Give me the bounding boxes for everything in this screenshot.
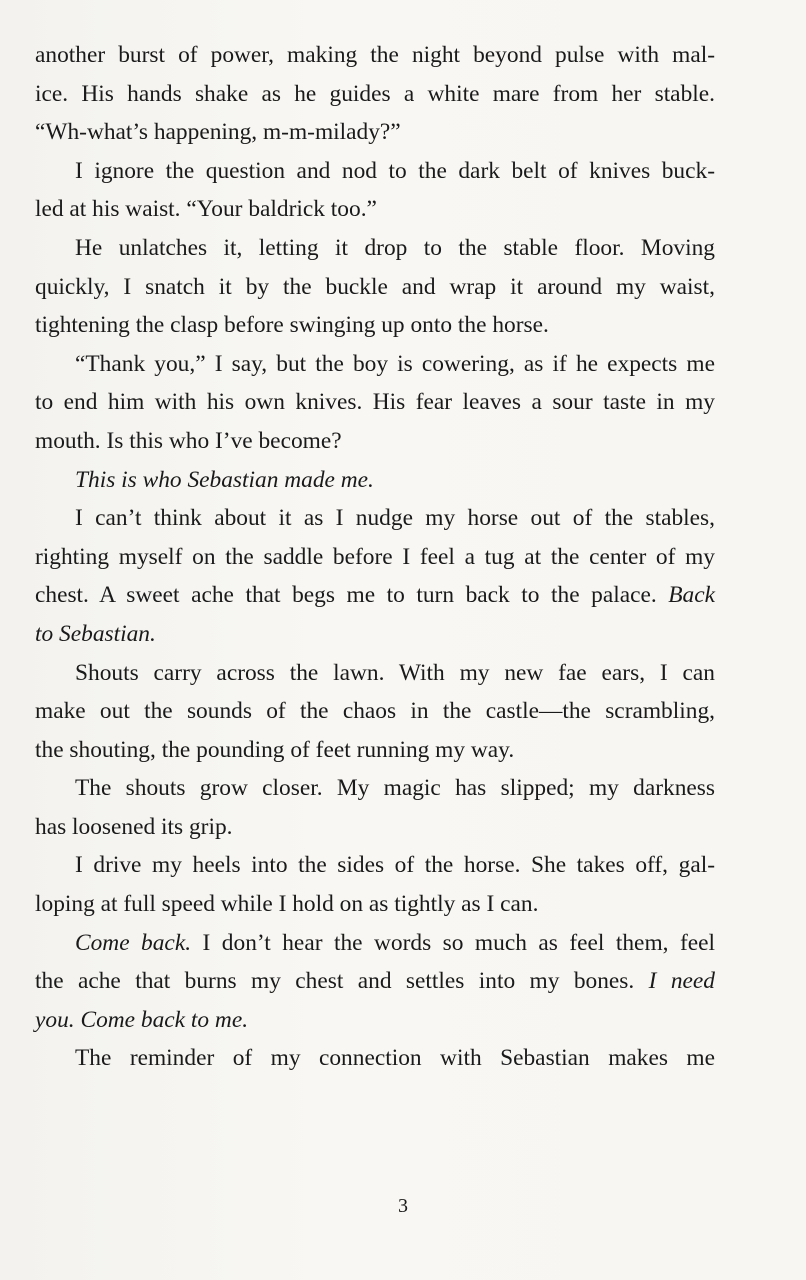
text-line: I ignore the question and nod to the dark belt of knives buck-	[75, 157, 715, 184]
text-line	[35, 924, 715, 963]
text-line: make out the sounds of the chaos in the castle—the scrambling,	[35, 698, 715, 725]
text-line: led at his waist. “Your baldrick too.”	[35, 196, 377, 223]
text-line: to end him with his own knives. His fear leaves a sour taste in my	[35, 389, 715, 416]
text-line: mouth. Is this who I’ve become?	[35, 427, 342, 454]
text-line: quickly, I snatch it by the buckle and wrap it around my waist,	[35, 273, 715, 300]
text-line: He unlatches it, letting it drop to the stable floor. Moving	[75, 234, 715, 261]
text-line: “Thank you,” I say, but the boy is cowering, as if he expects me	[75, 350, 715, 377]
text-segment: the ache that burns my chest and settles into my bones.	[35, 968, 635, 995]
text-segment: I don’t hear the words so much as feel them, feel	[202, 929, 716, 956]
text-segment-italic: Come back.	[75, 929, 192, 956]
text-line: ice. His hands shake as he guides a white mare from her stable.	[35, 80, 715, 107]
text-line: The reminder of my connection with Sebastian makes me	[75, 1045, 715, 1072]
page-number: 3	[398, 1195, 408, 1217]
text-segment: chest. A sweet ache that begs me to turn back to the palace.	[35, 582, 657, 609]
text-line: “Wh-what’s happening, m-m-milady?”	[35, 119, 401, 146]
text-segment-italic: I need	[648, 968, 715, 995]
body-text	[35, 36, 715, 1078]
text-line: has loosened its grip.	[35, 813, 233, 840]
text-line: I can’t think about it as I nudge my horse out of the stables,	[75, 505, 715, 532]
text-line: the shouting, the pounding of feet running my way.	[35, 736, 515, 763]
text-line: tightening the clasp before swinging up onto the horse.	[35, 312, 549, 339]
text-line: to Sebastian.	[35, 620, 156, 647]
text-line: This is who Sebastian made me.	[75, 466, 374, 493]
text-line: I drive my heels into the sides of the horse. She takes off, gal-	[75, 852, 715, 879]
text-line: Shouts carry across the lawn. With my new fae ears, I can	[75, 659, 715, 686]
text-line: you. Come back to me.	[35, 1006, 249, 1033]
text-line	[35, 576, 715, 615]
text-line	[35, 962, 715, 1001]
text-line: another burst of power, making the night beyond pulse with mal-	[35, 42, 715, 68]
text-segment-italic: Back	[668, 582, 715, 609]
text-line: The shouts grow closer. My magic has slipped; my darkness	[75, 775, 715, 802]
text-line: righting myself on the saddle before I feel a tug at the center of my	[35, 543, 715, 570]
text-line: loping at full speed while I hold on as tightly as I can.	[35, 891, 539, 918]
